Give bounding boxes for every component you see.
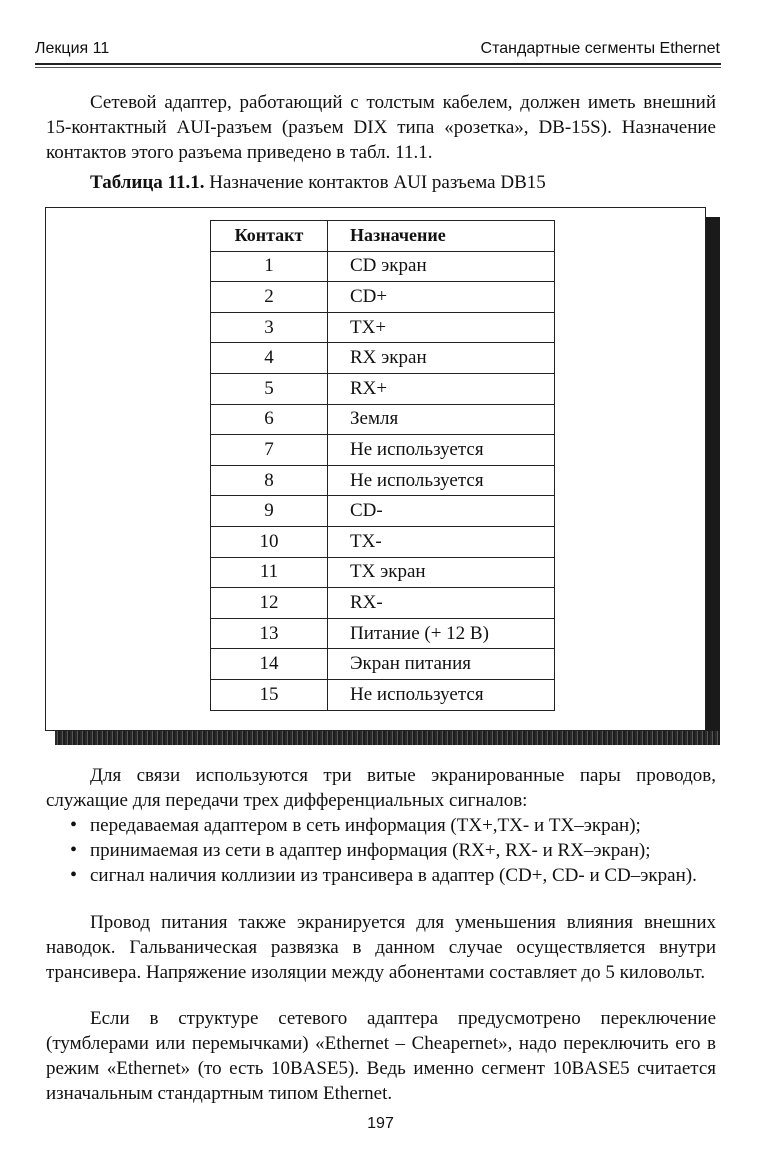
table-caption-label: Таблица 11.1.	[90, 172, 205, 193]
table-row	[211, 557, 555, 588]
header-lecture: Лекция 11	[35, 40, 110, 57]
pin-number: 1	[211, 251, 328, 282]
pin-number: 15	[211, 679, 328, 710]
pin-purpose: TX экран	[328, 557, 555, 588]
signal-list	[70, 813, 718, 888]
pin-number: 3	[211, 312, 328, 343]
pin-purpose: RX экран	[328, 343, 555, 374]
signals-paragraph: Для связи используются три витые экранированные пары проводов, служащие для передачи трех дифференциальных сигналов:	[46, 765, 716, 811]
pin-purpose: Экран питания	[328, 649, 555, 680]
header-rule-thin	[35, 67, 721, 68]
pin-purpose: RX+	[328, 373, 555, 404]
header-section-title: Стандартные сегменты Ethernet	[480, 40, 720, 57]
table-row	[211, 526, 555, 557]
pin-number: 7	[211, 435, 328, 466]
table-row	[211, 282, 555, 313]
pin-number: 13	[211, 618, 328, 649]
pin-purpose: Земля	[328, 404, 555, 435]
pin-number: 6	[211, 404, 328, 435]
pin-table	[210, 220, 555, 711]
pin-number: 8	[211, 465, 328, 496]
list-item: • передаваемая адаптером в сеть информация (TX+,TX- и TX–экран);	[70, 813, 718, 838]
table-row	[211, 465, 555, 496]
pin-purpose: Не используется	[328, 465, 555, 496]
pin-number: 9	[211, 496, 328, 527]
pin-purpose: CD+	[328, 282, 555, 313]
column-header-pin: Контакт	[211, 221, 328, 252]
pin-number: 14	[211, 649, 328, 680]
table-row	[211, 679, 555, 710]
pin-number: 10	[211, 526, 328, 557]
pin-number: 11	[211, 557, 328, 588]
table-row	[211, 373, 555, 404]
pin-purpose: Не используется	[328, 679, 555, 710]
pin-purpose: Не используется	[328, 435, 555, 466]
pin-number: 5	[211, 373, 328, 404]
pin-purpose: TX+	[328, 312, 555, 343]
pin-purpose: RX-	[328, 588, 555, 619]
list-item: • принимаемая из сети в адаптер информация (RX+, RX- и RX–экран);	[70, 838, 718, 863]
table-row	[211, 618, 555, 649]
pin-number: 2	[211, 282, 328, 313]
frame-shadow-right	[706, 217, 720, 745]
table-row	[211, 496, 555, 527]
pin-number: 4	[211, 343, 328, 374]
list-item: • сигнал наличия коллизии из трансивера в адаптер (CD+, CD- и CD–экран).	[70, 863, 718, 888]
table-row	[211, 251, 555, 282]
power-paragraph: Провод питания также экранируется для уменьшения влияния внешних наводок. Гальваническая развязка в данном случае осуществляется внутри трансивера. Напряжение изоляции между абонентами составляет до 5 киловольт.	[46, 912, 716, 983]
running-header	[35, 40, 720, 58]
pin-purpose: CD-	[328, 496, 555, 527]
table-row	[211, 404, 555, 435]
pin-purpose: TX-	[328, 526, 555, 557]
frame-shadow-bottom	[55, 731, 720, 745]
table-caption-text: Назначение контактов AUI разъема DB15	[204, 172, 546, 193]
table-row	[211, 343, 555, 374]
table-header-row	[211, 221, 555, 252]
pin-purpose: CD экран	[328, 251, 555, 282]
column-header-purpose: Назначение	[328, 221, 555, 252]
intro-paragraph: Сетевой адаптер, работающий с толстым кабелем, должен иметь внешний 15-контактный AUI-разъем (разъем DIX типа «розетка», DB-15S). Назначение контактов этого разъема приведено в табл. 11.1.	[46, 92, 716, 163]
header-rule	[35, 63, 721, 65]
page-number: 197	[367, 1115, 394, 1132]
table-row	[211, 588, 555, 619]
table-caption	[90, 172, 546, 194]
pin-number: 12	[211, 588, 328, 619]
table-row	[211, 312, 555, 343]
table-row	[211, 435, 555, 466]
pin-purpose: Питание (+ 12 В)	[328, 618, 555, 649]
table-row	[211, 649, 555, 680]
mode-paragraph: Если в структуре сетевого адаптера предусмотрено переключение (тумблерами или перемычками) «Ethernet – Cheapernet», надо переключить его в режим «Ethernet» (то есть 10BASE5). Ведь именно сегмент 10BASE5 считается изначальным стандартным типом Ethernet.	[46, 1008, 716, 1104]
